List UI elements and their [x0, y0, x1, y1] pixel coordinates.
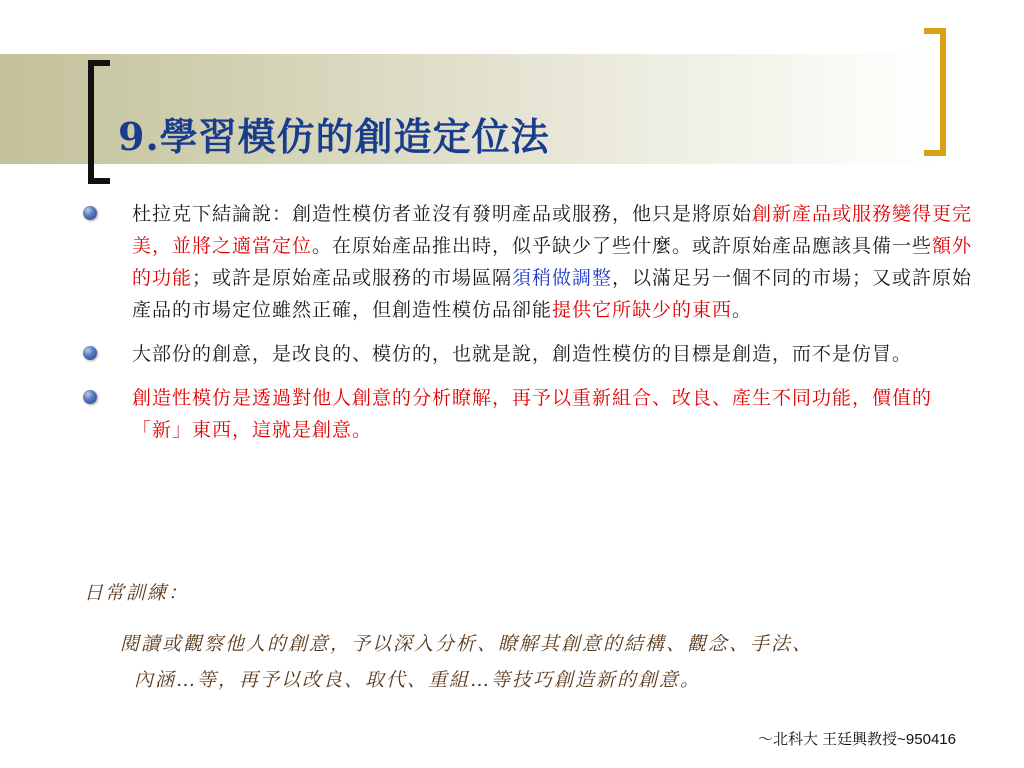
- text-segment: 杜拉克下結論說：創造性模仿者並沒有發明產品或服務，他只是將原始: [132, 203, 753, 225]
- highlight-red: 提供它所缺少的東西: [552, 299, 733, 321]
- training-line: 閱讀或觀察他人的創意，予以深入分析、瞭解其創意的結構、觀念、手法、: [120, 633, 814, 655]
- right-bracket-decoration: [924, 28, 946, 156]
- text-segment: ；或許是原始產品或服務的市場區隔: [192, 267, 513, 289]
- training-label: 日常訓練：: [84, 582, 190, 604]
- bullet-icon: [83, 206, 97, 220]
- training-body: [120, 626, 960, 698]
- bullet-icon: [83, 390, 97, 404]
- bullet-item-drucker: [80, 198, 980, 326]
- text-segment: ，以滿足另一個不同的市場；又或許原始產品的市場定位雖然正確，但創造性模仿品卻能: [132, 267, 973, 321]
- footer-credit: ～北科大 王廷興教授~950416: [758, 731, 956, 748]
- bullet-item-improvement: [80, 338, 980, 370]
- bullet-item-definition: [80, 382, 980, 446]
- left-bracket-decoration: [88, 60, 110, 184]
- text-segment: 。在原始產品推出時，似乎缺少了些什麼。或許原始產品應該具備一些: [312, 235, 933, 257]
- highlight-red: 額外的功能: [132, 235, 973, 289]
- training-line: 內涵…等，再予以改良、取代、重組…等技巧創造新的創意。: [134, 669, 702, 691]
- highlight-red: 創新產品或服務變得更完美，並將之適當定位: [132, 203, 973, 257]
- bullet-icon: [83, 346, 97, 360]
- page-title: 9.學習模仿的創造定位法: [118, 114, 550, 159]
- bullet-text: 創造性模仿是透過對他人創意的分析瞭解，再予以重新組合、改良、產生不同功能，價值的「新」東西，這就是創意。: [132, 387, 933, 441]
- text-segment: 。: [732, 299, 753, 321]
- bullet-text: [132, 203, 972, 321]
- highlight-blue: 須稍做調整: [512, 267, 613, 289]
- bullet-list: [80, 198, 980, 458]
- bullet-text: 大部份的創意，是改良的、模仿的，也就是說，創造性模仿的目標是創造，而不是仿冒。: [132, 343, 913, 365]
